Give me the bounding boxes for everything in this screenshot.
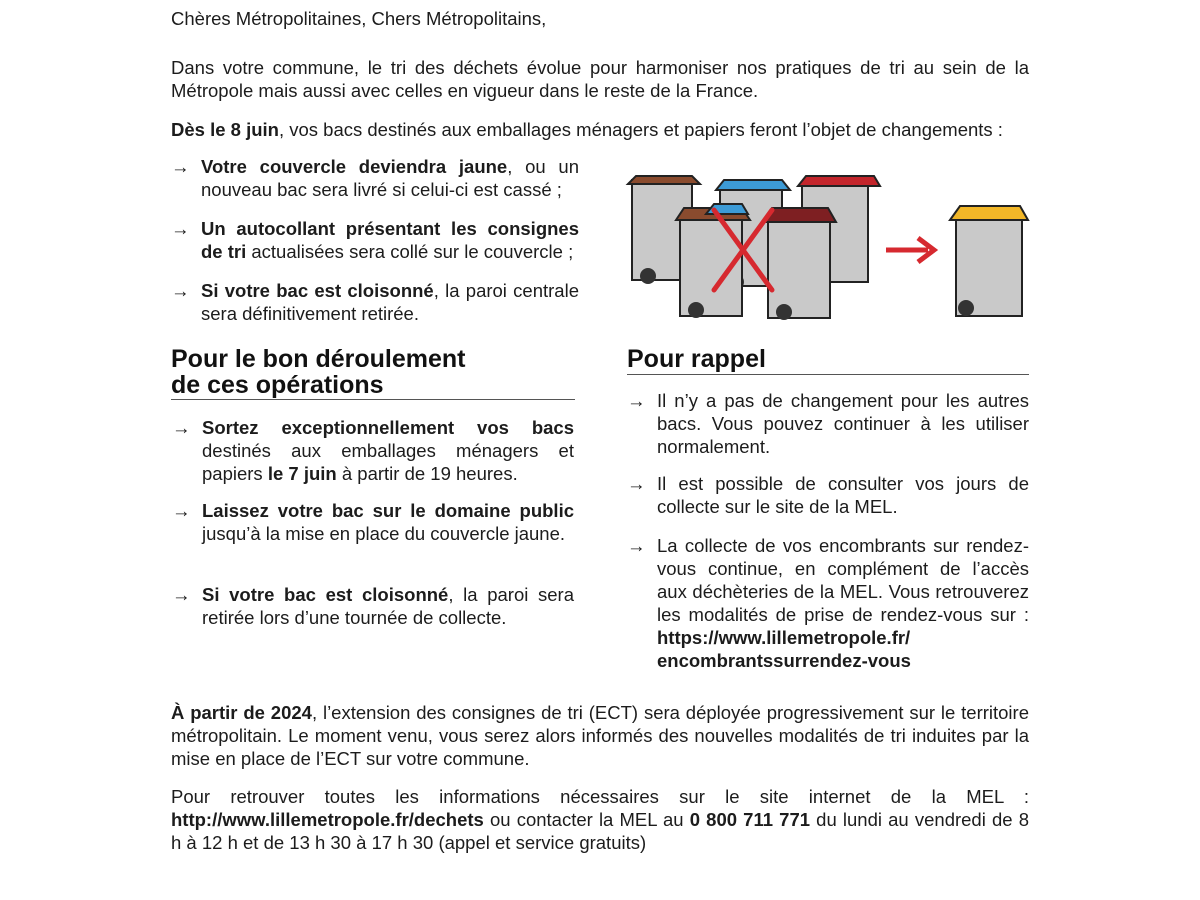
ect-bold: À partir de 2024 (171, 702, 312, 723)
operation-item (172, 583, 574, 629)
contact-text-mid: ou contacter la MEL au (483, 809, 690, 830)
rappel-heading: Pour rappel (627, 345, 766, 373)
change-item (171, 217, 579, 263)
operation-text: , la paroi sera retirée lors d’une tournée de collecte. (202, 584, 574, 628)
rappel-text: Il n’y a pas de changement pour les autres bacs. Vous pouvez continuer à les utiliser normalement. (657, 390, 1029, 457)
red-arrow-icon (886, 238, 934, 262)
rappel-text: Il est possible de consulter vos jours de collecte sur le site de la MEL. (657, 473, 1029, 517)
rappel-text: La collecte de vos encombrants sur rendez-vous continue, en complément de l’accès aux déchèteries de la MEL. Vous retrouverez les modalités de prise de rendez-vous sur : (657, 535, 1029, 625)
bins-illustration (622, 162, 1032, 324)
change-bold: Votre couvercle deviendra jaune (201, 156, 508, 177)
operations-heading-line2: de ces opérations (171, 371, 384, 399)
rappel-heading-rule (627, 374, 1029, 375)
operation-text: jusqu’à la mise en place du couvercle jaune. (202, 523, 566, 544)
operation-text-end: à partir de 19 heures. (336, 463, 518, 484)
operation-bold-date: le 7 juin (267, 463, 337, 484)
operation-bold: Laissez votre bac sur le domaine public (202, 500, 574, 521)
arrow-icon: → (172, 500, 191, 521)
operation-item (172, 416, 574, 485)
rappel-item (627, 389, 1029, 458)
date-line (171, 118, 1031, 141)
operation-item (172, 499, 574, 545)
bin-darkred-lid-front (764, 208, 836, 320)
operations-heading-rule (171, 399, 575, 400)
arrow-icon: → (627, 535, 646, 556)
change-bold: Si votre bac est cloisonné (201, 280, 434, 301)
contact-phone: 0 800 711 771 (689, 809, 811, 830)
date-line-bold: Dès le 8 juin (171, 119, 279, 140)
contact-text: Pour retrouver toutes les informations nécessaires sur le site internet de la MEL : (171, 786, 1029, 807)
operation-text: destinés aux emballages ménagers et papiers (202, 440, 574, 484)
change-text: actualisées sera collé sur le couvercle ; (246, 241, 574, 262)
arrow-icon: → (171, 280, 190, 301)
arrow-icon: → (171, 156, 190, 177)
arrow-icon: → (171, 218, 190, 239)
contact-text-end: du lundi au vendredi de 8 h à 12 h et de 13 h 30 à 17 h 30 (appel et service gratuits) (171, 809, 1029, 853)
operations-heading (171, 346, 581, 398)
arrow-icon: → (172, 584, 191, 605)
ect-paragraph (171, 701, 1029, 770)
change-bold: Un autocollant présentant les consignes de tri (201, 218, 579, 262)
bin-yellow-lid (950, 206, 1028, 316)
contact-url-link[interactable]: http://www.lillemetropole.fr/dechets (171, 809, 484, 830)
arrow-icon: → (627, 473, 646, 494)
change-item (171, 155, 579, 201)
ect-text: , l’extension des consignes de tri (ECT) sera déployée progressivement sur le territoire métropolitain. Le moment venu, vous serez alors informés des nouvelles modalités de tri induites par la mise en place de l’ECT sur votre commune. (171, 702, 1029, 769)
rappel-item (627, 472, 1029, 518)
arrow-icon: → (172, 417, 191, 438)
date-line-text: , vos bacs destinés aux emballages ménagers et papiers feront l’objet de changements : (278, 119, 1003, 140)
arrow-icon: → (627, 390, 646, 411)
change-text: , ou un nouveau bac sera livré si celui-ci est cassé ; (201, 156, 580, 200)
contact-paragraph (171, 785, 1029, 854)
change-text: , la paroi centrale sera définitivement retirée. (201, 280, 579, 324)
intro-paragraph: Dans votre commune, le tri des déchets évolue pour harmoniser nos pratiques de tri au sein de la Métropole mais aussi avec celles en vigueur dans le reste de la France. (171, 57, 1029, 101)
operations-heading-line1: Pour le bon déroulement (171, 345, 466, 373)
operation-bold: Si votre bac est cloisonné (202, 584, 449, 605)
rappel-link[interactable]: https://www.lillemetropole.fr/ encombrantssurrendez-vous (657, 627, 911, 671)
operation-bold: Sortez exceptionnellement vos bacs (202, 417, 574, 438)
change-item (171, 279, 579, 325)
bin-brown-lid-front (676, 204, 750, 318)
rappel-item (627, 534, 1029, 672)
greeting: Chères Métropolitaines, Chers Métropolitains, (171, 8, 547, 29)
